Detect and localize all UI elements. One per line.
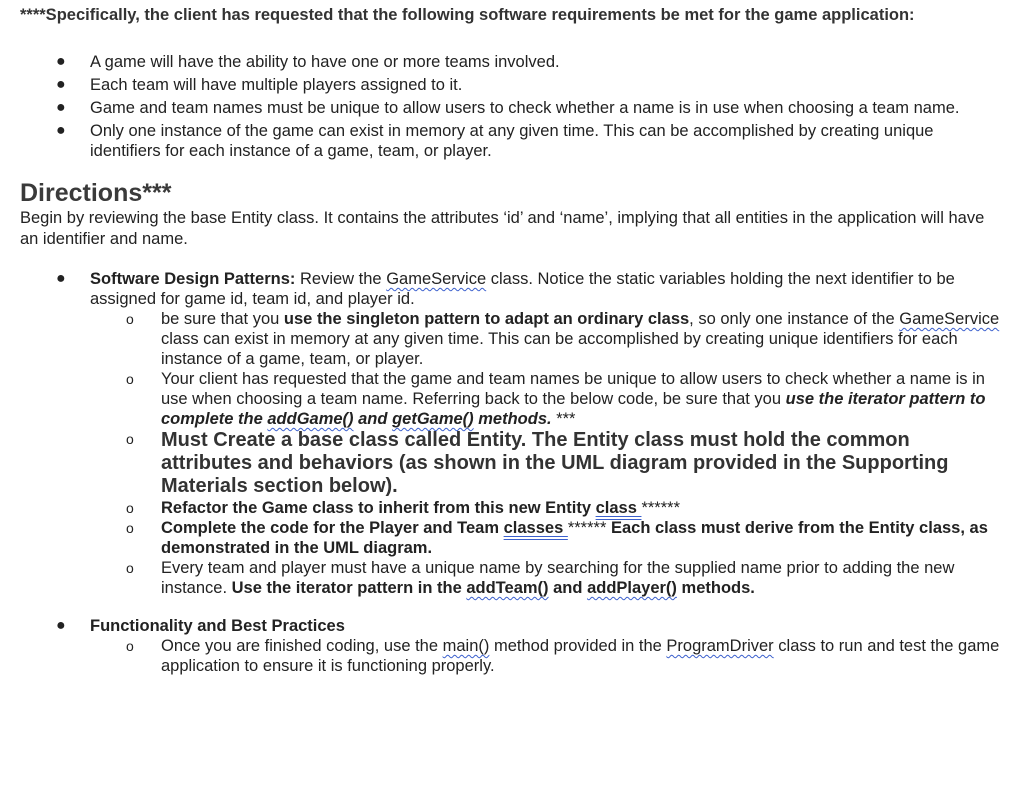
requirements-list: [20, 52, 1004, 161]
sub-bold-italic: use the iterator pattern to complete the: [161, 390, 986, 428]
sub-item-singleton: [90, 309, 1004, 369]
sdp-text: Review the: [295, 270, 387, 288]
sub-text: Once you are finished coding, use the: [161, 637, 443, 655]
circle-bullet-icon: o: [126, 560, 134, 576]
gameservice-ref: GameService: [899, 310, 1000, 328]
func-sublist: [90, 636, 1004, 676]
functionality-item: [20, 616, 1004, 676]
sub-text: Your client has requested that the game and team names be unique to allow users to check whether a name is in use when choosing a team name. Referring back to the below code, be sure that you: [161, 370, 985, 408]
addplayer-ref: addPlayer(): [587, 579, 677, 597]
sub-item-player-team: [90, 518, 1004, 558]
sub-item-unique-name: [90, 558, 1004, 598]
bullet-icon: ●: [56, 99, 66, 116]
sub-text: class to run and test the game application to ensure it is functioning properly.: [161, 637, 1000, 675]
sub-text: be sure that you: [161, 310, 284, 328]
requirement-item: [20, 75, 1004, 95]
bullet-icon: ●: [56, 76, 66, 93]
classes-ref: classes: [503, 519, 568, 537]
sub-bold-italic: methods.: [473, 410, 552, 428]
circle-bullet-icon: o: [126, 520, 134, 536]
sub-bold: and: [548, 579, 588, 597]
requirement-text: Game and team names must be unique to allow users to check whether a name is in use when choosing a team name.: [90, 99, 960, 117]
sub-bold: use the singleton pattern to adapt an ordinary class: [283, 310, 690, 328]
directions-list: [20, 269, 1004, 676]
sub-text: , so only one instance of the: [689, 310, 900, 328]
circle-bullet-icon: o: [126, 500, 134, 516]
sub-bold: methods.: [676, 579, 755, 597]
addgame-ref: addGame(): [267, 410, 354, 428]
sub-bold: Use the iterator pattern in the: [231, 579, 467, 597]
sub-text: Every team and player must have a unique name by searching for the supplied name prior to adding the new instance.: [161, 559, 955, 597]
programdriver-ref: ProgramDriver: [666, 637, 774, 655]
stars: ******: [567, 519, 607, 537]
sub-item-iterator: [90, 369, 1004, 429]
class-ref: class: [595, 499, 642, 517]
circle-bullet-icon: o: [126, 371, 134, 387]
main-ref: main(): [442, 637, 490, 655]
sub-item-run: [90, 636, 1004, 676]
entity-requirement: Must Create a base class called Entity. The Entity class must hold the common attributes and behaviors (as shown in the UML diagram provided in the Supporting Materials section below).: [161, 429, 949, 497]
requirement-item: [20, 52, 1004, 72]
stars: ***: [551, 410, 576, 428]
sub-item-refactor: [90, 498, 1004, 518]
spacer: [20, 598, 1004, 616]
bullet-icon: ●: [56, 270, 66, 287]
intro-paragraph: ****Specifically, the client has requested that the following software requirements be met for the game application:: [20, 6, 915, 24]
sub-text: method provided in the: [489, 637, 667, 655]
sub-bold: Complete the code for the Player and Team: [161, 519, 504, 537]
requirement-text: A game will have the ability to have one or more teams involved.: [90, 53, 560, 71]
software-design-patterns-item: [20, 269, 1004, 598]
requirement-text: Each team will have multiple players assigned to it.: [90, 76, 463, 94]
sub-bold-italic: and: [353, 410, 393, 428]
sdp-text: class. Notice the static variables holding the next identifier to be assigned for game id, team id, and player id.: [90, 270, 955, 308]
circle-bullet-icon: o: [126, 638, 134, 654]
bullet-icon: ●: [56, 617, 66, 634]
getgame-ref: getGame(): [392, 410, 474, 428]
func-label: Functionality and Best Practices: [90, 617, 345, 635]
requirement-text: Only one instance of the game can exist in memory at any given time. This can be accomplished by creating unique identifiers for each instance of a game, team, or player.: [90, 122, 934, 160]
gameservice-ref: GameService: [386, 270, 487, 288]
stars: ******: [641, 499, 680, 517]
sub-bold: Each class must derive from the Entity class, as demonstrated in the UML diagram.: [161, 519, 988, 557]
bullet-icon: ●: [56, 122, 66, 139]
sub-bold: Refactor the Game class to inherit from this new Entity: [161, 499, 596, 517]
requirement-item: [20, 121, 1004, 161]
bullet-icon: ●: [56, 53, 66, 70]
directions-lead: Begin by reviewing the base Entity class. It contains the attributes ‘id’ and ‘name’, implying that all entities in the application will have an identifier and name.: [20, 209, 985, 248]
sub-text: class can exist in memory at any given time. This can be accomplished by creating unique identifiers for each instance of a game, team, or player.: [161, 330, 958, 368]
document: [20, 0, 1004, 676]
sdp-label: Software Design Patterns:: [90, 270, 296, 288]
directions-heading: Directions***: [20, 179, 172, 207]
requirement-item: [20, 98, 1004, 118]
circle-bullet-icon: o: [126, 311, 134, 327]
circle-bullet-icon: o: [126, 431, 134, 447]
addteam-ref: addTeam(): [466, 579, 549, 597]
sdp-sublist: [90, 309, 1004, 598]
sub-item-entity: [90, 429, 1004, 498]
